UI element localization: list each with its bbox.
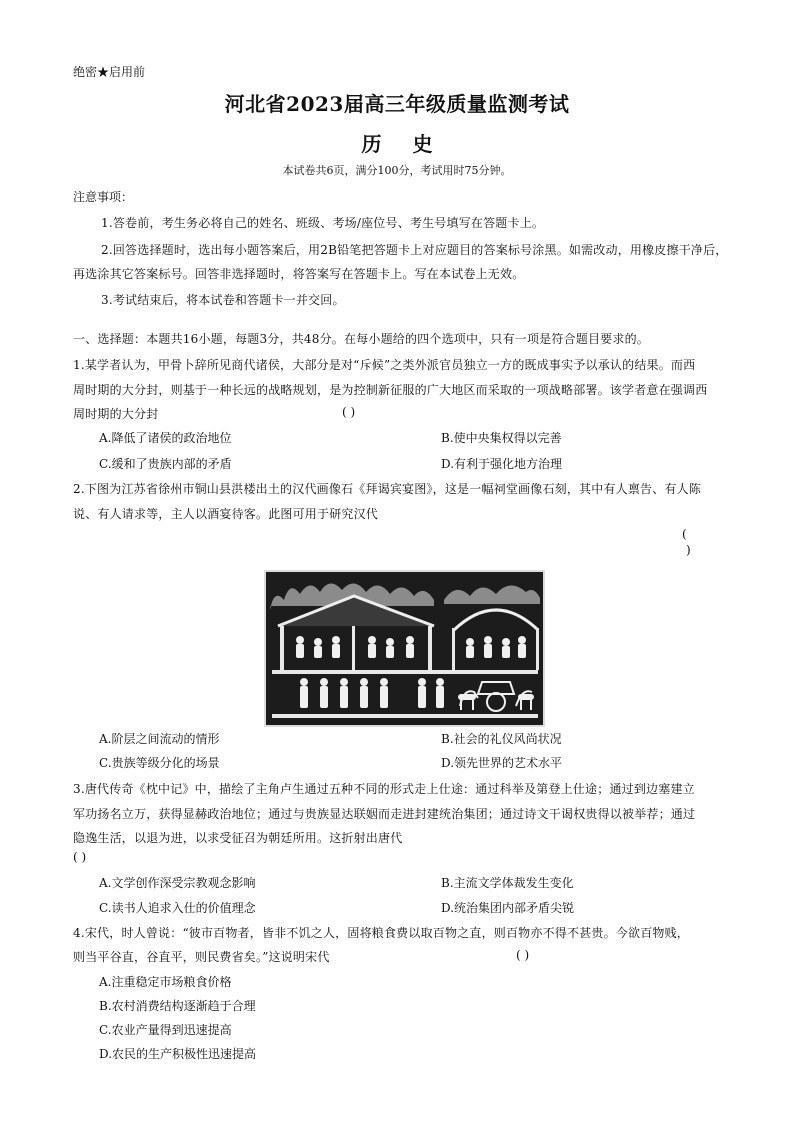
note-item: 1.答卷前，考生务必将自己的姓名、班级、考场/座位号、考生号填写在答题卡上。 — [101, 216, 545, 230]
option-d: D.农民的生产积极性迅速提高 — [99, 1047, 257, 1061]
option-d: D.有利于强化地方治理 — [441, 457, 563, 471]
option-c: C.贵族等级分化的场景 — [99, 756, 220, 770]
confidential-mark: 绝密★启用前 — [73, 65, 146, 79]
option-b: B.农村消费结构逐渐趋于合理 — [99, 999, 256, 1013]
note-item: 3.考试结束后，将本试卷和答题卡一并交回。 — [101, 293, 345, 307]
answer-paren-open: ( — [682, 527, 687, 541]
question-text: 隐逸生活，以退为进，以求受征召为朝廷所用。这折射出唐代 — [73, 831, 403, 845]
exam-info: 本试卷共6页，满分100分，考试用时75分钟。 — [282, 164, 512, 177]
exam-title: 河北省2023届高三年级质量监测考试 — [224, 92, 570, 116]
subject-title: 历 史 — [361, 132, 445, 156]
note-item: 再选涂其它答案标号。回答非选择题时，将答案写在答题卡上。写在本试卷上无效。 — [73, 267, 525, 281]
option-d: D.统治集团内部矛盾尖锐 — [441, 901, 575, 915]
question-text: 则当平谷直，谷直平，则民费省矣。”这说明宋代 — [73, 950, 330, 964]
option-b: B.使中央集权得以完善 — [441, 431, 562, 445]
question-text: 军功扬名立万，获得显赫政治地位；通过与贵族显达联姻而走进封建统治集团；通过诗文干谒权贵得以被举荐；通过 — [73, 807, 696, 821]
answer-paren: ( ) — [516, 948, 530, 962]
question-text: 3.唐代传奇《枕中记》中，描绘了主角卢生通过五种不同的形式走上仕途：通过科举及第登上仕途；通过到边塞建立 — [73, 782, 695, 796]
section-heading: 一、选择题：本题共16小题，每题3分，共48分。在每小题给的四个选项中，只有一项是符合题目要求的。 — [73, 332, 649, 346]
option-a: A.降低了诸侯的政治地位 — [99, 431, 232, 445]
answer-paren: ( ) — [342, 405, 356, 419]
han-stone-relief-image — [264, 570, 545, 727]
question-text: 4.宋代，时人曾说：“彼市百物者，皆非不饥之人，固将粮食费以取百物之直，则百物亦不得不甚贵。今欲百物贱， — [73, 926, 689, 940]
relief-illustration — [264, 570, 545, 727]
option-c: C.读书人追求入仕的价值理念 — [99, 901, 256, 915]
option-d: D.领先世界的艺术水平 — [441, 756, 563, 770]
question-text: 1.某学者认为，甲骨卜辞所见商代诸侯，大部分是对“斥候”之类外派官员独立一方的既成事实予以承认的结果。而西 — [73, 358, 696, 372]
question-text: 说、有人请求等，主人以酒宴待客。此图可用于研究汉代 — [73, 507, 379, 521]
option-b: B.社会的礼仪风尚状况 — [441, 732, 562, 746]
option-a: A.注重稳定市场粮食价格 — [99, 975, 232, 989]
option-a: A.阶层之间流动的情形 — [99, 732, 220, 746]
question-text: 周时期的大分封，则基于一种长远的战略规划，是为控制新征服的广大地区而采取的一项战略部署。该学者意在强调西 — [73, 383, 708, 397]
question-text: 2.下图为江苏省徐州市铜山县洪楼出土的汉代画像石《拜谒宾宴图》，这是一幅祠堂画像石刻，其中有人禀告、有人陈 — [73, 482, 702, 496]
option-c: C.缓和了贵族内部的矛盾 — [99, 457, 232, 471]
note-item: 2.回答选择题时，选出每小题答案后，用2B铅笔把答题卡上对应题目的答案标号涂黑。如需改动，用橡皮擦干净后， — [101, 243, 728, 257]
question-text: 周时期的大分封 — [73, 407, 159, 421]
option-c: C.农业产量得到迅速提高 — [99, 1023, 232, 1037]
option-b: B.主流文学体裁发生变化 — [441, 876, 574, 890]
answer-paren-close: ) — [686, 543, 691, 557]
notes-heading: 注意事项： — [73, 190, 134, 204]
option-a: A.文学创作深受宗教观念影响 — [99, 876, 256, 890]
answer-paren: ( ) — [73, 850, 87, 864]
